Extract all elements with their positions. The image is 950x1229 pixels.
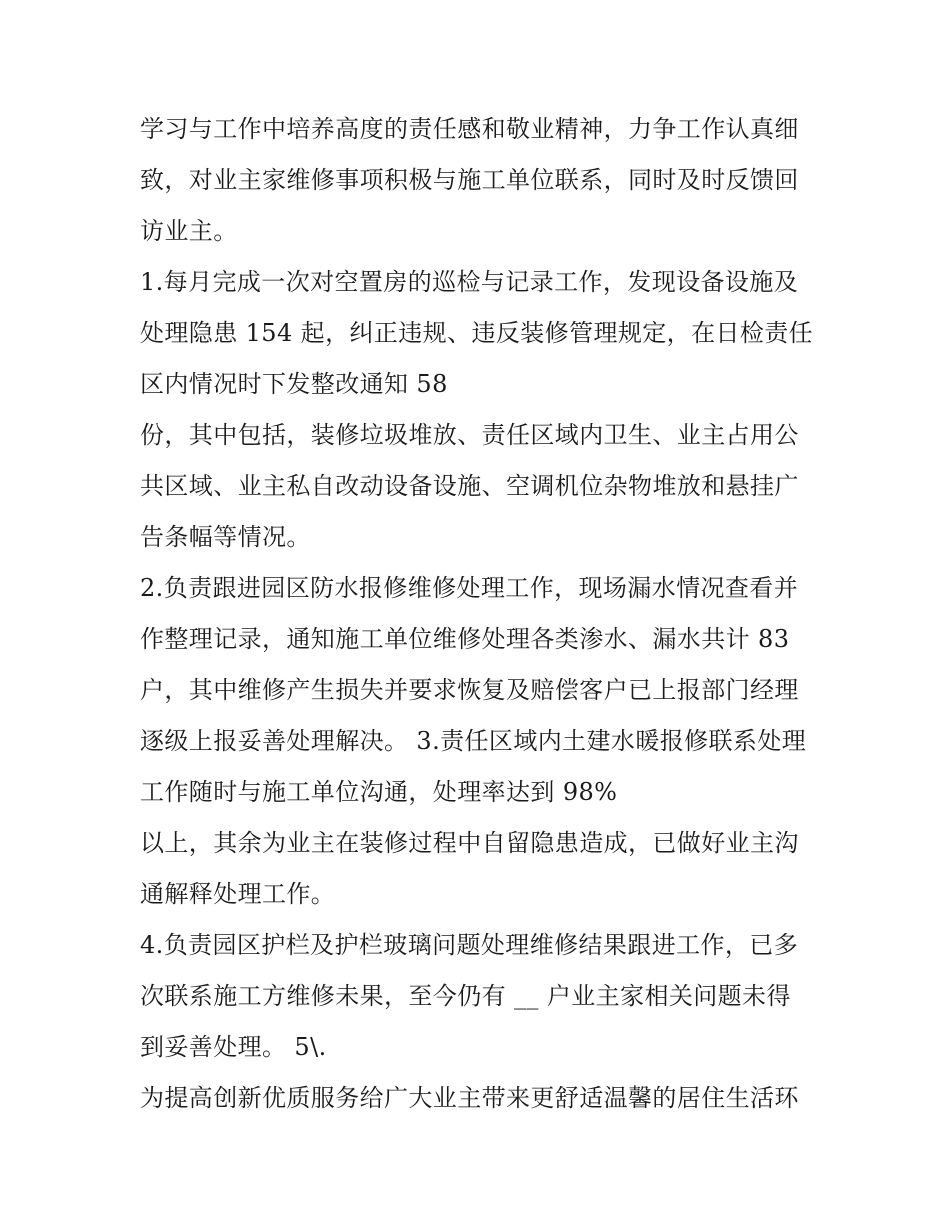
text-line: 份，其中包括，装修垃圾堆放、责任区域内卫生、业主占用公 xyxy=(140,421,799,449)
text-line: 处理隐患 154 起，纠正违规、违反装修管理规定，在日检责任 xyxy=(140,319,814,347)
text-line: 2.负责跟进园区防水报修维修处理工作，现场漏水情况查看并 xyxy=(140,574,799,602)
text-line: 工作随时与施工单位沟通，处理率达到 98% xyxy=(140,778,618,806)
text-line: 作整理记录，通知施工单位维修处理各类渗水、漏水共计 83 xyxy=(140,625,790,653)
text-line: 区内情况时下发整改通知 58 xyxy=(140,370,448,398)
text-line: 学习与工作中培养高度的责任感和敬业精神，力争工作认真细 xyxy=(140,115,799,143)
text-line: 告条幅等情况。 xyxy=(140,523,311,551)
body-text xyxy=(140,104,830,1124)
text-line: 逐级上报妥善处理解决。 3.责任区域内土建水暖报修联系处理 xyxy=(140,727,807,755)
text-line: 致，对业主家维修事项积极与施工单位联系，同时及时反馈回 xyxy=(140,166,799,194)
text-line: 4.负责园区护栏及护栏玻璃问题处理维修结果跟进工作，已多 xyxy=(140,931,799,959)
text-line: 以上，其余为业主在装修过程中自留隐患造成，已做好业主沟 xyxy=(140,829,799,857)
text-line: 到妥善处理。 5\. xyxy=(140,1033,327,1061)
text-line: 1.每月完成一次对空置房的巡检与记录工作，发现设备设施及 xyxy=(140,268,799,296)
text-line: 访业主。 xyxy=(140,217,238,245)
text-line: 户，其中维修产生损失并要求恢复及赔偿客户已上报部门经理 xyxy=(140,676,799,704)
text-line: 共区域、业主私自改动设备设施、空调机位杂物堆放和悬挂广 xyxy=(140,472,799,500)
text-line: 次联系施工方维修未果，至今仍有 __ 户业主家相关问题未得 xyxy=(140,982,791,1010)
text-line: 通解释处理工作。 xyxy=(140,880,336,908)
text-line: 为提高创新优质服务给广大业主带来更舒适温馨的居住生活环 xyxy=(140,1084,799,1112)
